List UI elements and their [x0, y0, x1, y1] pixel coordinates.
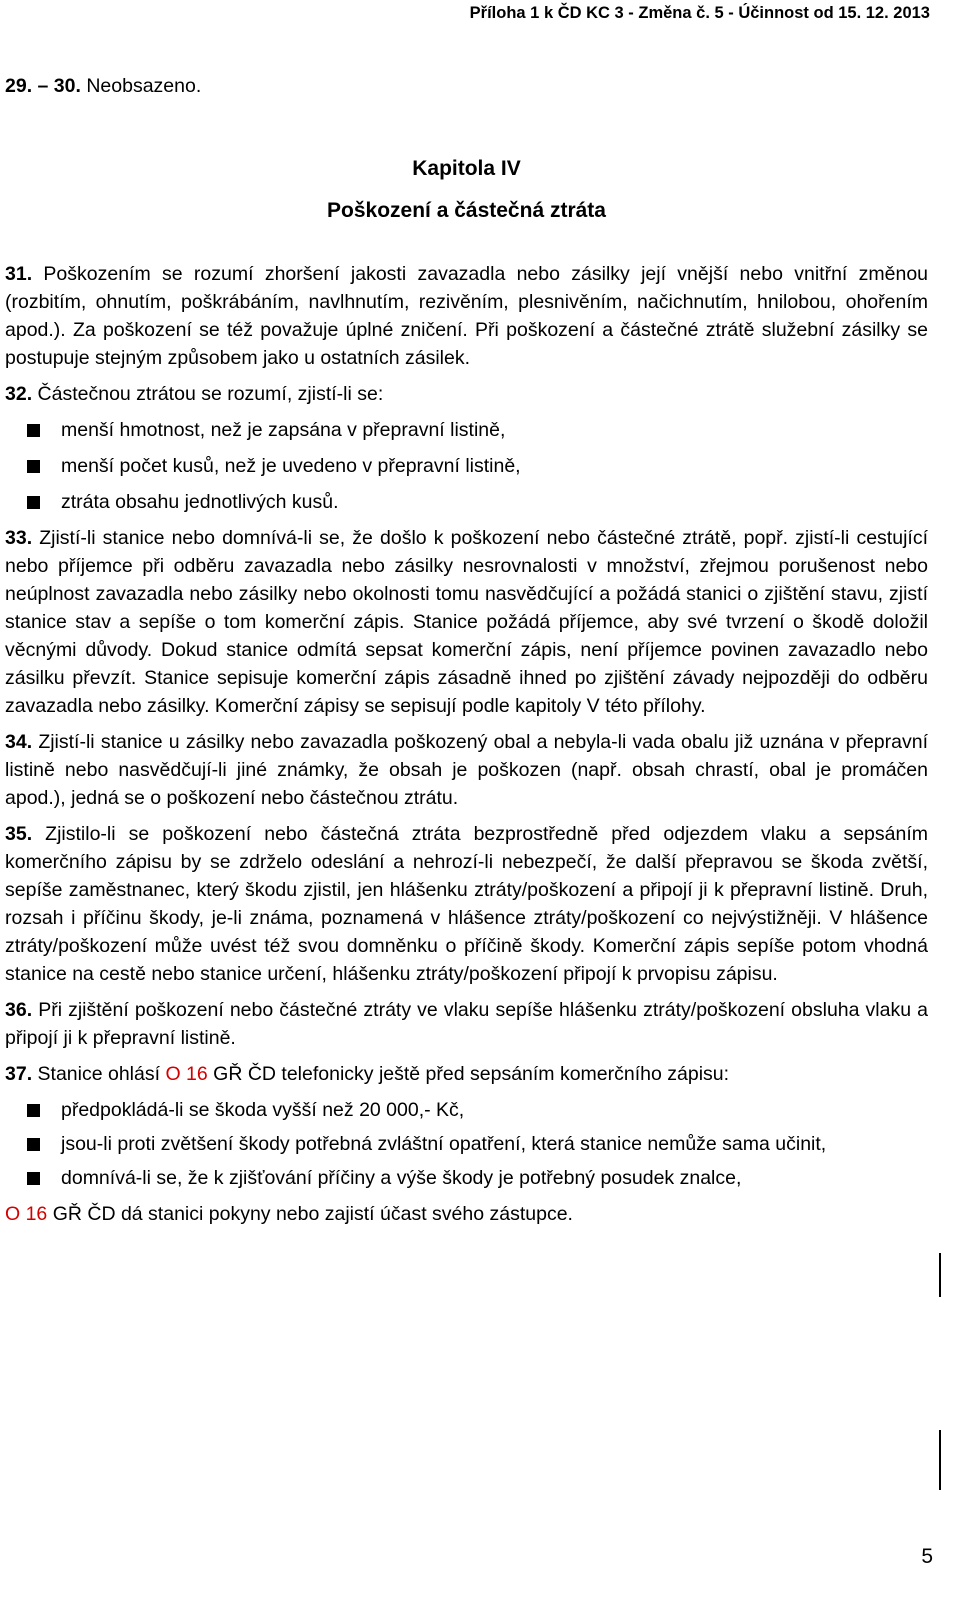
list-item	[5, 452, 928, 480]
paragraph-37	[5, 1060, 928, 1088]
change-bar	[939, 1253, 941, 1297]
document-header: Příloha 1 k ČD KC 3 - Změna č. 5 - Účinnost od 15. 12. 2013	[469, 4, 930, 22]
paragraph-number: 29. – 30.	[5, 75, 81, 97]
bullet-list-37	[5, 1096, 928, 1192]
list-item-text: menší hmotnost, než je zapsána v přepravní listině,	[61, 419, 506, 441]
square-bullet-icon	[27, 424, 40, 437]
square-bullet-icon	[27, 496, 40, 509]
paragraph-text: GŘ ČD dá stanici pokyny nebo zajistí účast svého zástupce.	[52, 1203, 573, 1225]
paragraph-31	[5, 260, 928, 372]
paragraph-text: Při zjištění poškození nebo částečné ztráty ve vlaku sepíše hlášenku ztráty/poškození obsluha vlaku a připojí ji k přepravní listině.	[5, 999, 928, 1049]
paragraph-text: Stanice ohlásí	[37, 1063, 161, 1085]
list-item-text: ztráta obsahu jednotlivých kusů.	[61, 491, 339, 513]
paragraph-29-30	[5, 72, 928, 100]
square-bullet-icon	[27, 1138, 40, 1151]
paragraph-text: Zjistí-li stanice u zásilky nebo zavazadla poškozený obal a nebyla-li vada obalu již uznána v přepravní listině nebo nasvědčují-li jiné známky, že obsah je poškozen (např. obsah chrastí, obal je promáčen apod.), jedná se o poškození nebo částečnou ztrátu.	[5, 731, 928, 809]
org-unit-ref: O 16	[165, 1063, 208, 1085]
paragraph-number: 36.	[5, 999, 33, 1021]
list-item	[5, 488, 928, 516]
bullet-list-32	[5, 416, 928, 516]
change-bar	[939, 1430, 941, 1490]
paragraph-text: GŘ ČD telefonicky ještě před sepsáním komerčního zápisu:	[213, 1063, 730, 1085]
square-bullet-icon	[27, 1104, 40, 1117]
paragraph-number: 33.	[5, 527, 33, 549]
list-item-text: menší počet kusů, než je uvedeno v přepravní listině,	[61, 455, 521, 477]
paragraph-text: Částečnou ztrátou se rozumí, zjistí-li se:	[37, 383, 384, 405]
paragraph-number: 35.	[5, 823, 33, 845]
chapter-subtitle: Poškození a částečná ztráta	[327, 199, 606, 222]
paragraph-number: 31.	[5, 263, 33, 285]
paragraph-37-closing	[5, 1200, 928, 1228]
paragraph-number: 32.	[5, 383, 33, 405]
list-item-text: domnívá-li se, že k zjišťování příčiny a výše škody je potřebný posudek znalce,	[61, 1167, 742, 1189]
chapter-title: Kapitola IV	[412, 157, 521, 180]
paragraph-text: Zjistí-li stanice nebo domnívá-li se, že došlo k poškození nebo částečné ztrátě, popř. zjistí-li cestující nebo příjemce při odběru zavazadla nebo zásilky nesrovnalosti v množství, zřejmou porušenost nebo neúplnost zavazadla nebo zásilky nebo okolnosti tomu nasvědčující a požádá stanici o zjištění stavu, zjistí stanice stav a sepíše o tom komerční zápis. Stanice požádá příjemce, aby své tvrzení o škodě doložil věcnými důvody. Dokud stanice odmítá sepsat komerční zápis, není příjemce povinen zavazadlo nebo zásilku převzít. Stanice sepisuje komerční zápis zásadně ihned po zjištění závady nejpozději do odběru zavazadla nebo zásilky. Komerční zápisy se sepisují podle kapitoly V této přílohy.	[5, 527, 928, 717]
paragraph-text: Poškozením se rozumí zhoršení jakosti zavazadla nebo zásilky její vnější nebo vnitřní změnou (rozbitím, ohnutím, poškrábáním, navlhnutím, rezivěním, plesnivěním, načichnutím, hnilobou, ohořením apod.). Za poškození se též považuje úplné zničení. Při poškození a částečné ztrátě služební zásilky se postupuje stejným způsobem jako u ostatních zásilek.	[5, 263, 929, 369]
page-number: 5	[921, 1545, 933, 1568]
paragraph-33	[5, 524, 928, 720]
list-item	[5, 416, 928, 444]
paragraph-34	[5, 728, 928, 812]
square-bullet-icon	[27, 1172, 40, 1185]
paragraph-text: Neobsazeno.	[86, 75, 202, 97]
list-item-text: předpokládá-li se škoda vyšší než 20 000,- Kč,	[61, 1099, 465, 1121]
paragraph-32	[5, 380, 928, 408]
paragraph-text: Zjistilo-li se poškození nebo částečná ztráta bezprostředně před odjezdem vlaku a sepsáním komerčního zápisu by se zdrželo odeslání a nehrozí-li nebezpečí, že další přepravou se škoda zvětší, sepíše zaměstnanec, který škodu zjistil, jen hlášenku ztráty/poškození a připojí ji k přepravní listině. Druh, rozsah i příčinu škody, je-li známa, poznamená v hlášence ztráty/poškození co nejvýstižněji. V hlášence ztráty/poškození může uvést též svou domněnku o příčině škody. Komerční zápis sepíše potom vhodná stanice na cestě nebo stanice určení, hlášenku ztráty/poškození připojí k prvopisu zápisu.	[5, 823, 929, 985]
list-item	[5, 1164, 928, 1192]
paragraph-36	[5, 996, 928, 1052]
paragraph-35	[5, 820, 928, 988]
org-unit-ref: O 16	[5, 1203, 48, 1225]
list-item-text: jsou-li proti zvětšení škody potřebná zvláštní opatření, která stanice nemůže sama učinit,	[61, 1133, 827, 1155]
page-body	[5, 72, 928, 1236]
paragraph-number: 37.	[5, 1063, 33, 1085]
list-item	[5, 1130, 928, 1158]
square-bullet-icon	[27, 460, 40, 473]
paragraph-number: 34.	[5, 731, 33, 753]
list-item	[5, 1096, 928, 1124]
